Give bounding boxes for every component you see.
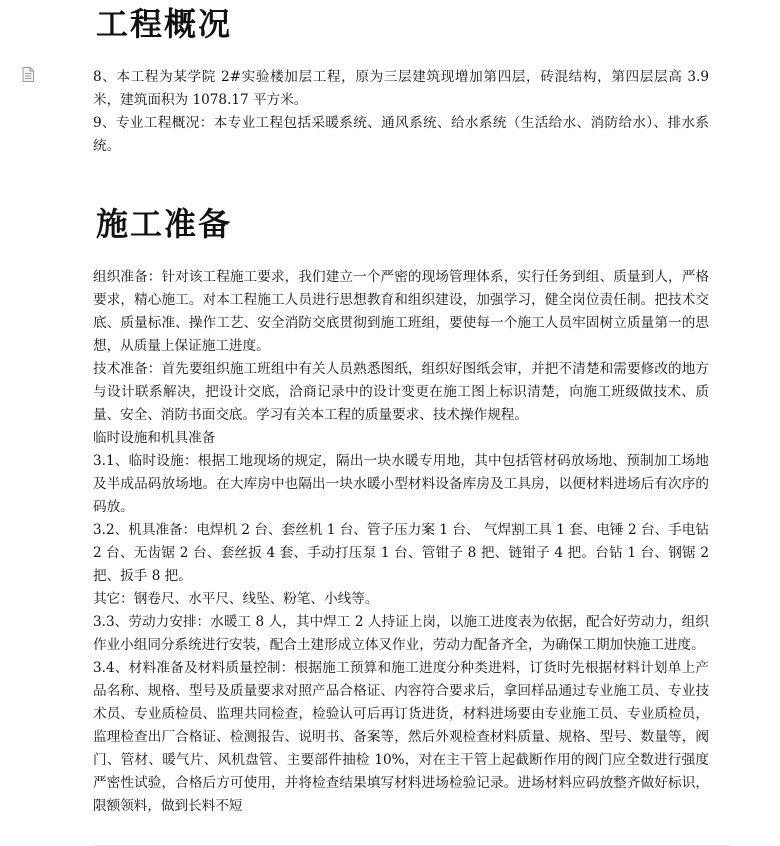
paragraph: 9、专业工程概况：本专业工程包括采暖系统、通风系统、给水系统（生活给水、消防给水）、排水系统。 <box>93 115 709 154</box>
paragraph-equipment: 3.2、机具准备：电焊机 2 台、套丝机 1 台、管子压力案 1 台、 气焊割工具 1 套、电锤 2 台、手电钻 2 台、无齿锯 2 台、套丝扳 4 套、手动打压泵 1 台、管钳子 8 把、链钳子 4 把。台钻 1 台、钢锯 2 把、扳手 8 把。 <box>93 522 709 584</box>
paragraph-organization: 组织准备：针对该工程施工要求，我们建立一个严密的现场管理体系，实行任务到组、质量到人，严格要求，精心施工。对本工程施工人员进行思想教育和组织建设，加强学习，健全岗位责任制。把技术交底、质量标准、操作工艺、安全消防交底贯彻到施工班组，要使每一个施工人员牢固树立质量第一的思想，从质量上保证施工进度。 <box>93 269 709 354</box>
heading-preparation: 施工准备 <box>96 205 233 243</box>
paragraph-other-tools: 其它：钢卷尺、水平尺、线坠、粉笔、小线等。 <box>93 591 379 607</box>
paragraph: 8、本工程为某学院 2#实验楼加层工程，原为三层建筑现增加第四层，砖混结构，第四层层高 3.9 米，建筑面积为 1078.17 平方米。 <box>93 69 709 108</box>
preparation-body <box>93 266 709 818</box>
document-icon[interactable] <box>22 67 34 82</box>
paragraph-subheading-facilities: 临时设施和机具准备 <box>93 430 216 446</box>
paragraph-materials: 3.4、材料准备及材料质量控制：根据施工预算和施工进度分种类进料，订货时先根据材料计划单上产品名称、规格、型号及质量要求对照产品合格证、内容符合要求后，拿回样品通过专业施工员、专业技术员、专业质检员、监理共同检查，检验认可后再订货进货，材料进场要由专业施工员、专业质检员，监理检查出厂合格证、检测报告、说明书、备案等，然后外观检查材料质量、规格、型号、数量等，阀门、管材、暖气片、风机盘管、主要部件抽检 10%，对在主干管上起截断作用的阀门应全数进行强度严密性试验，合格后方可使用，并将检查结果填写材料进场检验记录。进场材料应码放整齐做好标识，限额领料，做到长料不短 <box>93 660 709 814</box>
paragraph-labor: 3.3、劳动力安排：水暖工 8 人，其中焊工 2 人持证上岗，以施工进度表为依据，配合好劳动力，组织作业小组同分系统进行安装，配合土建形成立体叉作业，劳动力配备齐全，为确保工期加快施工进度。 <box>93 614 709 653</box>
heading-overview: 工程概况 <box>96 5 233 43</box>
overview-body <box>93 66 709 158</box>
paragraph-technical: 技术准备：首先要组织施工班组中有关人员熟悉图纸，组织好图纸会审，并把不清楚和需要修改的地方与设计联系解决，把设计交底，洽商记录中的设计变更在施工图上标识清楚，向施工班级做技术、质量、安全、消防书面交底。学习有关本工程的质量要求、技术操作规程。 <box>93 361 709 423</box>
paragraph-temporary-facilities: 3.1、临时设施：根据工地现场的规定，隔出一块水暖专用地，其中包括管材码放场地、预制加工场地及半成品码放场地。在大库房中也隔出一块水暖小型材料设备库房及工具房，以便材料进场后有次序的码放。 <box>93 453 709 515</box>
